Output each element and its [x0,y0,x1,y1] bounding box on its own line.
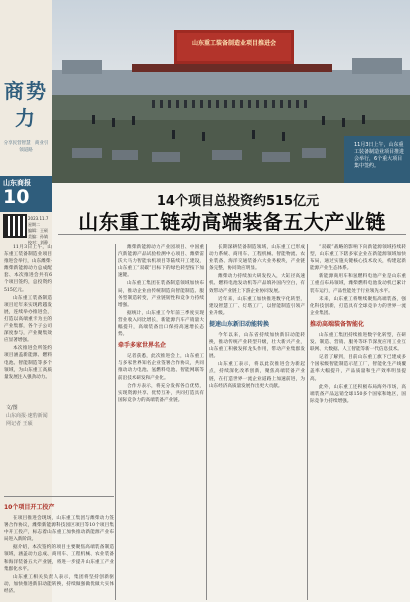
date-line: 星期二 [28,222,40,227]
article-paragraph: 长期深耕装备制造领域，山东重工已形成动力系统、商用车、工程机械、智能物流、农业装备、海洋交通装备六大业务板块，产业链条完整，协同效应明显。 [209,245,305,272]
lede-column [4,244,52,400]
article-paragraph: “双碳”战略的影响下向新能源领域持续转型，山东重工下辖多家企业在新能源领域加快布局，通过实施关键核心技术攻关，构建起新能源产业生态体系。 [310,245,406,272]
event-photo [52,0,410,183]
page-number: 10 [3,186,30,208]
article-paragraph: 未来，山东重工将继续聚焦高端装备，强化科技创新，打造具有全球竞争力的世界一流企业集团。 [310,296,406,316]
lede-paragraph: 山东重工装备制造项目近年来实现跨越发展，连续举办推进会，打造以高端重卡为主的产业集群，各个子公司深度参与，产业聚集效应显著增强。 [4,295,52,344]
issue-box [0,176,52,212]
article-column-d [310,244,406,600]
article-paragraph: 潍柴动力持续加大研发投入，大缸径高速机、燃料电池发动机等产品填补国内空白，有效带动产业链上下游企业协同发展。 [209,274,305,294]
qr-code-icon [3,214,27,238]
date-line: 2023.11.7 [28,216,49,221]
author-line: 山东商报·速豹新闻网记者 王硕 [6,413,48,427]
stage-banner-text: 山东重工装备制造业项目推进会 [191,40,277,47]
column-divider [206,244,207,600]
article-paragraph: 山东重工表示，将以此次推进会为新起点，持续深化改革创新，聚焦高端装备产业链，在打造世界一流企业道路上加速前进，为山东经济高质量发展作出更大贡献。 [209,362,305,389]
photo-caption: 11月3日上午，山东重工装备制造业项目推进会举行，6个重大项目集中签约。 [354,142,405,169]
article-paragraph: 潍柴新能源动力产业园项目、中国重汽新能源产品试验检测中心项目、潍柴雷沃大马力智能农机项目等陆续开工建设，山东重工“双碳”目标下的绿色转型按下加速键。 [118,245,204,279]
date-line: 美编：孙婧 [28,234,48,239]
subhead: 推动高端装备智能化 [310,320,365,328]
subhead: 提速山东新旧动能转换 [209,320,270,328]
article-paragraph: 山东重工集团持续推进数字化转型，在研发、制造、营销、服务等环节深度应用工业互联网、大数据、人工智能等新一代信息技术。 [310,332,406,353]
article-paragraph: 据统计，山东重工今年前三季度实现营业收入同比增长，新能源汽车产销量大幅提升，高端装备出口保持高速增长态势。 [118,310,204,338]
section-subtitle: 分享民营智慧 商业引领道路 [3,141,49,153]
article-column-c [209,244,305,600]
article-paragraph: 记者了解到，目前山东重工旗下已建成多个国家级智能制造示范工厂，智能化生产线覆盖率大幅提升，产品质量和生产效率明显提高。 [310,355,406,382]
date-line: 编辑：王硕 [28,228,48,233]
article-paragraph: 今年以来，山东省持续加快新旧动能转换，推动传统产业转型升级，壮大新兴产业，山东重工积极发挥龙头作用，带动产业集群发展。 [209,332,305,360]
article-paragraph: 在项目推进会现场，山东重工集团与潍柴动力签署合作协议，潍柴新能源科技园区项目等10个项目集中开工投产，标志着山东重工加快推动新能源产业布局进入新阶段。 [4,516,114,543]
article-paragraph: 山东重工相关负责人表示，集团将坚持创新驱动，加快推进新旧动能转换，持续做强做优做大实体经济。 [4,574,114,594]
author-byline [6,404,52,428]
headline-divider [58,234,406,235]
section-title: 商势力 [4,79,48,130]
article-column-a [4,500,114,600]
date-line: 校对：刘静 [28,240,48,245]
date-info [28,216,51,246]
article-paragraph: 合作方表示，将充分发挥各自优势，实现资源共享、优势互补，共同打造具有国际竞争力的高端装备产业链。 [118,383,204,403]
article-column-b [118,244,204,600]
paper-name: 山东商报 [3,179,31,187]
article-paragraph: 山东重工集团在装备制造领域加快布局，推动企业由传统制造向智能制造、服务型制造转变，产业链韧性和竞争力持续增强。 [118,281,204,308]
author-line: 文/图 [6,405,18,411]
lede-paragraph: 本次推进会所签约项目涵盖新能源、燃料电池、智能制造等多个领域，为山东重工高质量发展注入强劲动力。 [4,346,52,380]
section-divider [4,496,114,497]
headline-kicker: 14个项目总投资约515亿元 [156,194,320,209]
lede-paragraph: 11月3日上午，山东重工装备制造业项目推进会举行，山东潍柴·潍柴新能源动力总成配套、本次推进会共有6个项目签约，总投资约515亿元。 [4,245,52,293]
article-paragraph: 记者获悉，此次推进会上，山东重工与多家世界知名企业签署合作协议，共同推动动力电池、氢燃料电池、智能网联等前沿技术研发和产业化。 [118,354,204,381]
column-divider [115,244,116,600]
article-paragraph: 此外，山东重工还积极布局海外市场，高端装备产品远销全球150多个国家和地区，国际竞争力持续增强。 [310,384,406,404]
article-paragraph: 据介绍，本次签约的项目主要聚焦高端装备制造领域，涵盖动力总成、商用车、工程机械、农业装备和海洋装备五大产业链，将进一步提升山东重工产业集群化水平。 [4,545,114,572]
article-paragraph: 新能源商用车和氢燃料电池产业是山东重工重点布局领域，潍柴燃料电池发动机已累计装车运行，产品性能处于行业领先水平。 [310,274,406,294]
column-divider [307,244,308,600]
subhead: 牵手多家世界名企 [118,342,167,350]
article-paragraph: 近年来，山东重工加快推进数字化转型，建设智慧工厂、灯塔工厂，以智能制造引领产业升级。 [209,296,305,316]
headline-main: 山东重工链动高端装备五大产业链 [78,210,386,234]
subhead: 10个项目开工投产 [4,504,55,511]
